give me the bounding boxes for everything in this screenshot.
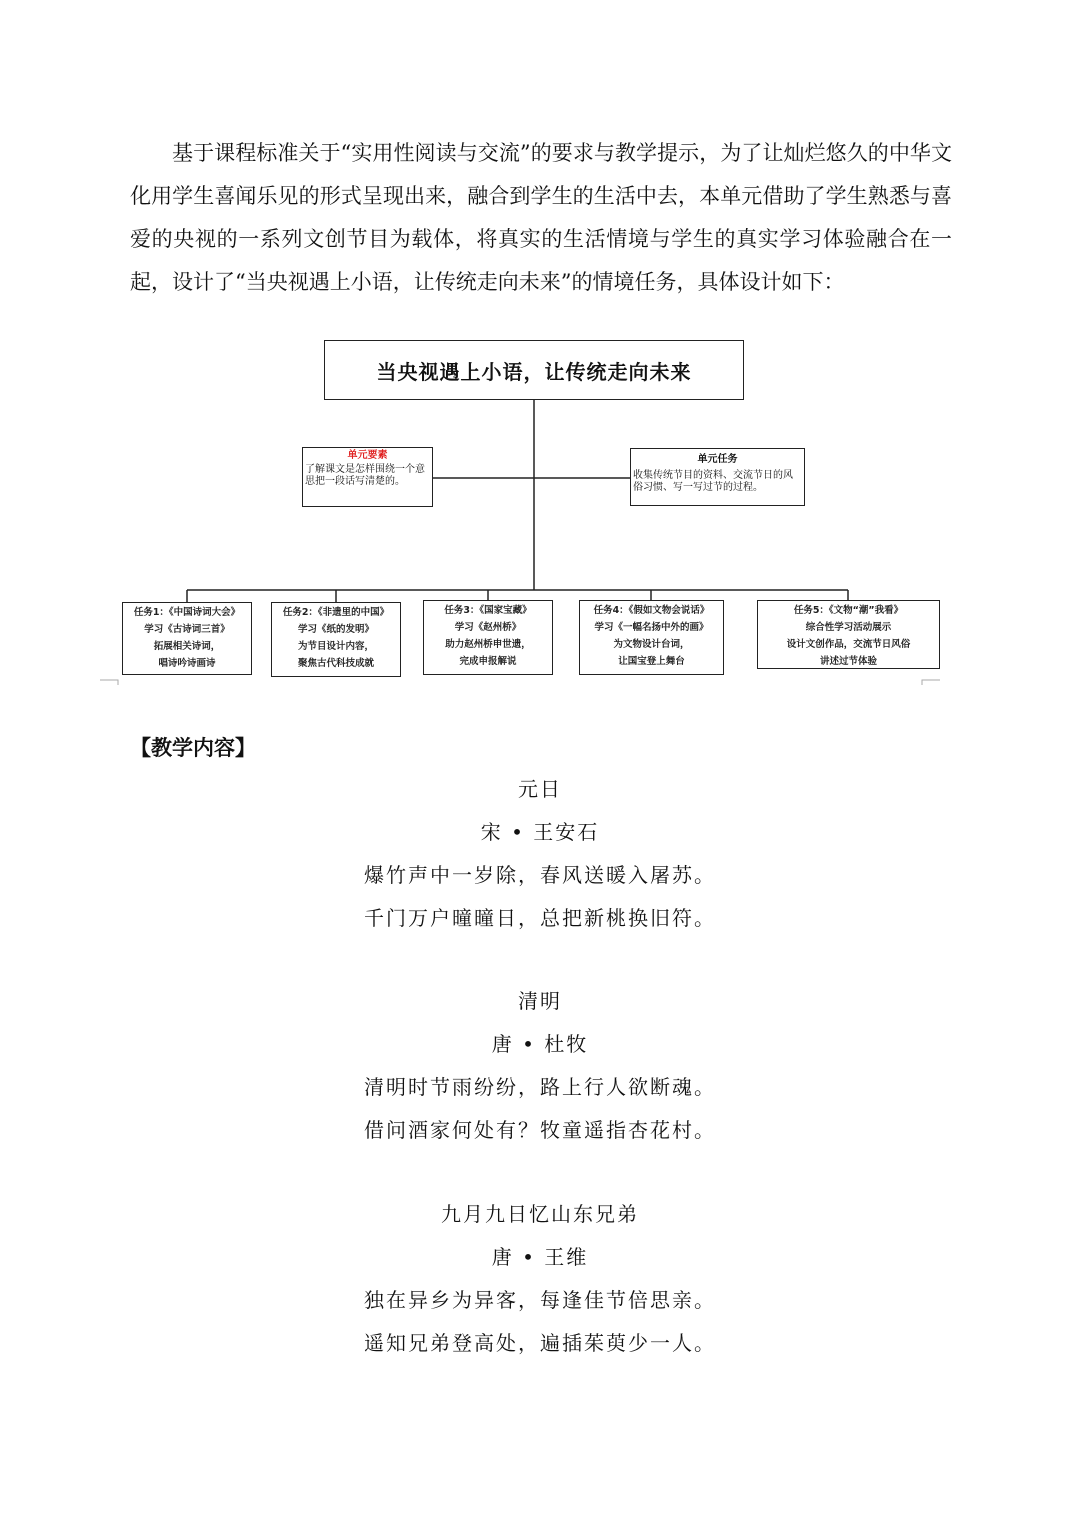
- poem-title: 清明: [518, 989, 562, 1013]
- task-line: 助力赵州桥申世遗，: [445, 639, 531, 650]
- crop-mark-right: [922, 680, 940, 685]
- poem-author: 宋 • 王安石: [480, 820, 600, 844]
- crop-mark-left: [100, 680, 118, 685]
- task-line: 拓展相关诗词，: [153, 641, 221, 652]
- poem-3: [0, 1193, 1080, 1365]
- task-box-2: [271, 602, 401, 677]
- unit-elements-text: 了解课文是怎样围绕一个意思把一段话写清楚的。: [305, 464, 425, 487]
- task-title: 任务4：《假如文物会说话》: [593, 605, 710, 616]
- poem-line: 独在异乡为异客，每逢佳节倍思亲。: [364, 1288, 716, 1312]
- task-line: 学习《赵州桥》: [454, 622, 522, 633]
- poem-author: 唐 • 王维: [491, 1245, 589, 1269]
- poem-2: [0, 980, 1080, 1152]
- task-line: 唱诗吟诗画诗: [158, 658, 216, 669]
- task-title: 任务3：《国家宝藏》: [444, 605, 532, 616]
- task-line: 学习《纸的发明》: [297, 624, 374, 635]
- task-title: 任务2：《非遗里的中国》: [282, 607, 390, 618]
- poem-title: 九月九日忆山东兄弟: [441, 1202, 639, 1226]
- unit-elements-box: [302, 447, 433, 507]
- unit-task-text: 收集传统节目的资料、交流节日的风俗习惯、写一写过节的过程。: [633, 470, 793, 493]
- intro-paragraph: 基于课程标准关于“实用性阅读与交流”的要求与教学提示，为了让灿烂悠久的中华文化用学生喜闻乐见的形式呈现出来，融合到学生的生活中去，本单元借助了学生熟悉与喜爱的央视的一系列文创节目为载体，将真实的生活情境与学生的真实学习体验融合在一起，设计了“当央视遇上小语，让传统走向未来”的情境任务，具体设计如下：: [130, 141, 952, 294]
- task-box-3: [423, 600, 553, 675]
- task-line: 讲述过节体验: [819, 656, 877, 667]
- diagram-title: 当央视遇上小语，让传统走向未来: [324, 340, 744, 400]
- poem-1: [0, 768, 1080, 940]
- task-line: 完成申报解说: [459, 656, 517, 667]
- task-line: 学习《古诗词三首》: [144, 624, 230, 635]
- task-box-1: [122, 602, 252, 675]
- unit-task-heading: 单元任务: [697, 454, 738, 465]
- task-box-5: [757, 600, 940, 669]
- poem-line: 千门万户曈曈日，总把新桃换旧符。: [364, 906, 716, 930]
- task-line: 综合性学习活动展示: [805, 622, 892, 633]
- poem-author: 唐 • 杜牧: [491, 1032, 589, 1056]
- poem-line: 爆竹声中一岁除，春风送暖入屠苏。: [364, 863, 716, 887]
- task-line: 为节目设计内容，: [297, 641, 374, 652]
- task-diagram: [0, 330, 1080, 690]
- task-line: 设计文创作品，交流节日风俗: [786, 639, 911, 650]
- task-title: 任务1：《中国诗词大会》: [133, 607, 241, 618]
- unit-elements-heading: 单元要素: [347, 450, 388, 461]
- poem-line: 遥知兄弟登高处，遍插茱萸少一人。: [364, 1331, 716, 1355]
- task-line: 让国宝登上舞台: [618, 656, 685, 667]
- task-line: 为文物设计台词，: [613, 639, 690, 650]
- task-box-4: [579, 600, 724, 675]
- section-title: 【教学内容】: [130, 735, 256, 760]
- poem-line: 清明时节雨纷纷，路上行人欲断魂。: [364, 1075, 716, 1099]
- task-title: 任务5：《文物“潮”我看》: [793, 605, 904, 616]
- poem-line: 借问酒家何处有？牧童遥指杏花村。: [364, 1118, 716, 1142]
- task-line: 聚焦古代科技成就: [297, 658, 374, 669]
- poem-title: 元日: [518, 777, 562, 801]
- unit-task-box: [630, 448, 805, 506]
- task-line: 学习《一幅名扬中外的画》: [594, 622, 709, 633]
